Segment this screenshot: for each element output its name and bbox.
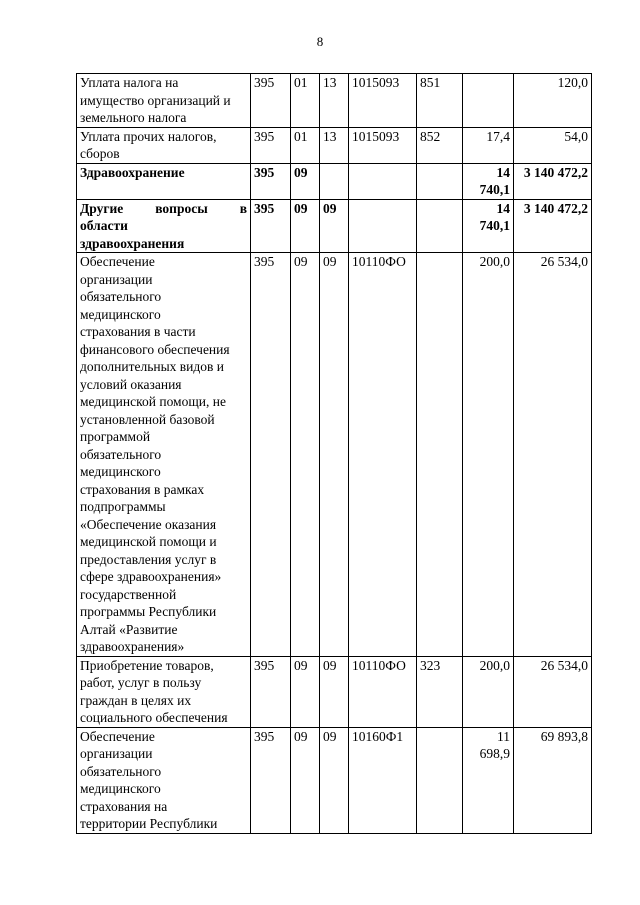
row-name-line: дополнительных видов и (80, 359, 224, 374)
row-name-line: Обеспечение (80, 728, 155, 744)
row-section: 01 (291, 74, 320, 128)
row-name-line: здравоохранения» (80, 639, 185, 654)
row-name-line: обязательного (80, 446, 162, 462)
row-name-line: медицинской помощи и (80, 534, 217, 549)
row-name-line: медицинской помощи, не (80, 394, 226, 409)
row-expense-type: 323 (417, 656, 463, 727)
row-name-line: государственной (80, 586, 177, 602)
row-name (77, 74, 251, 128)
table-row (77, 74, 592, 128)
row-name-line: имущество организаций и (80, 92, 231, 108)
row-name-line: «Обеспечение оказания (80, 516, 217, 532)
row-name-line: Уплата прочих налогов, (80, 128, 217, 144)
row-subsection: 13 (320, 127, 349, 163)
row-amount-1: 14 740,1 (463, 163, 514, 199)
row-section: 09 (291, 253, 320, 657)
table-row (77, 727, 592, 833)
row-name-line: территории Республики (80, 816, 218, 831)
row-name-line: предоставления услуг в (80, 551, 217, 567)
table-row (77, 199, 592, 253)
row-name (77, 163, 251, 199)
row-name-line: страхования в рамках (80, 481, 205, 497)
row-name-line: условий оказания (80, 376, 182, 392)
table-row (77, 253, 592, 657)
row-subsection (320, 163, 349, 199)
row-name-line: медицинского (80, 781, 161, 796)
row-name-line: сборов (80, 146, 120, 161)
row-name-line: Здравоохранение (80, 164, 185, 180)
row-subsection: 09 (320, 656, 349, 727)
row-name-line: страхования на (80, 798, 168, 814)
row-section: 01 (291, 127, 320, 163)
row-amount-1 (463, 74, 514, 128)
row-amount-1: 14 740,1 (463, 199, 514, 253)
row-expense-type: 851 (417, 74, 463, 128)
row-admin-code: 395 (251, 253, 291, 657)
row-name-line: медицинского (80, 464, 161, 479)
row-expense-type (417, 727, 463, 833)
row-name (77, 656, 251, 727)
row-name-line: Другие вопросы в (80, 200, 247, 216)
row-expense-type (417, 163, 463, 199)
row-subsection: 09 (320, 199, 349, 253)
row-amount-2: 69 893,8 (514, 727, 592, 833)
row-subsection: 13 (320, 74, 349, 128)
row-section: 09 (291, 199, 320, 253)
row-name-line: Уплата налога на (80, 75, 179, 90)
row-name-line: установленной базовой (80, 411, 215, 427)
row-name-line: финансового обеспечения (80, 341, 230, 357)
row-name-line: работ, услуг в пользу (80, 675, 202, 690)
row-name-line: Приобретение товаров, (80, 657, 214, 673)
budget-table-body (77, 74, 592, 834)
row-name-line: граждан в целях их (80, 692, 192, 708)
row-name-line: программы Республики (80, 604, 217, 619)
budget-table (76, 73, 592, 834)
table-row (77, 127, 592, 163)
row-admin-code: 395 (251, 199, 291, 253)
row-name-line: земельного налога (80, 110, 187, 125)
row-name-line: здравоохранения (80, 235, 185, 251)
row-admin-code: 395 (251, 74, 291, 128)
row-amount-2: 3 140 472,2 (514, 163, 592, 199)
row-name-line: Обеспечение (80, 254, 155, 269)
row-admin-code: 395 (251, 656, 291, 727)
row-amount-1: 200,0 (463, 253, 514, 657)
row-subsection: 09 (320, 253, 349, 657)
row-target-article (349, 163, 417, 199)
row-amount-1: 200,0 (463, 656, 514, 727)
row-name-line: программой (80, 429, 151, 444)
row-name-line: организации (80, 271, 153, 287)
row-name-line: области (80, 218, 128, 233)
page-number: 8 (316, 34, 324, 49)
row-target-article: 1015093 (349, 74, 417, 128)
row-amount-2: 54,0 (514, 127, 592, 163)
row-section: 09 (291, 727, 320, 833)
row-expense-type (417, 199, 463, 253)
row-name (77, 127, 251, 163)
row-name-line: Алтай «Развитие (80, 621, 178, 637)
row-expense-type (417, 253, 463, 657)
row-name-line: медицинского (80, 306, 161, 322)
row-amount-2: 26 534,0 (514, 656, 592, 727)
row-admin-code: 395 (251, 727, 291, 833)
row-name-line: организации (80, 746, 153, 761)
row-section: 09 (291, 163, 320, 199)
row-amount-1: 17,4 (463, 127, 514, 163)
row-name-line: страхования в части (80, 324, 196, 339)
row-name-line: обязательного (80, 763, 162, 779)
row-name (77, 199, 251, 253)
row-amount-1: 11 698,9 (463, 727, 514, 833)
table-row (77, 163, 592, 199)
row-subsection: 09 (320, 727, 349, 833)
row-amount-2: 26 534,0 (514, 253, 592, 657)
row-name-line: обязательного (80, 289, 162, 304)
row-target-article: 10110ФО (349, 656, 417, 727)
row-target-article: 10110ФО (349, 253, 417, 657)
table-row (77, 656, 592, 727)
row-name-line: подпрограммы (80, 499, 166, 514)
row-name-line: социального обеспечения (80, 710, 228, 725)
row-target-article (349, 199, 417, 253)
row-name (77, 727, 251, 833)
row-expense-type: 852 (417, 127, 463, 163)
row-section: 09 (291, 656, 320, 727)
row-target-article: 1015093 (349, 127, 417, 163)
row-admin-code: 395 (251, 127, 291, 163)
row-admin-code: 395 (251, 163, 291, 199)
row-name-line: сфере здравоохранения» (80, 569, 222, 584)
row-name (77, 253, 251, 657)
row-amount-2: 120,0 (514, 74, 592, 128)
row-amount-2: 3 140 472,2 (514, 199, 592, 253)
row-target-article: 10160Ф1 (349, 727, 417, 833)
